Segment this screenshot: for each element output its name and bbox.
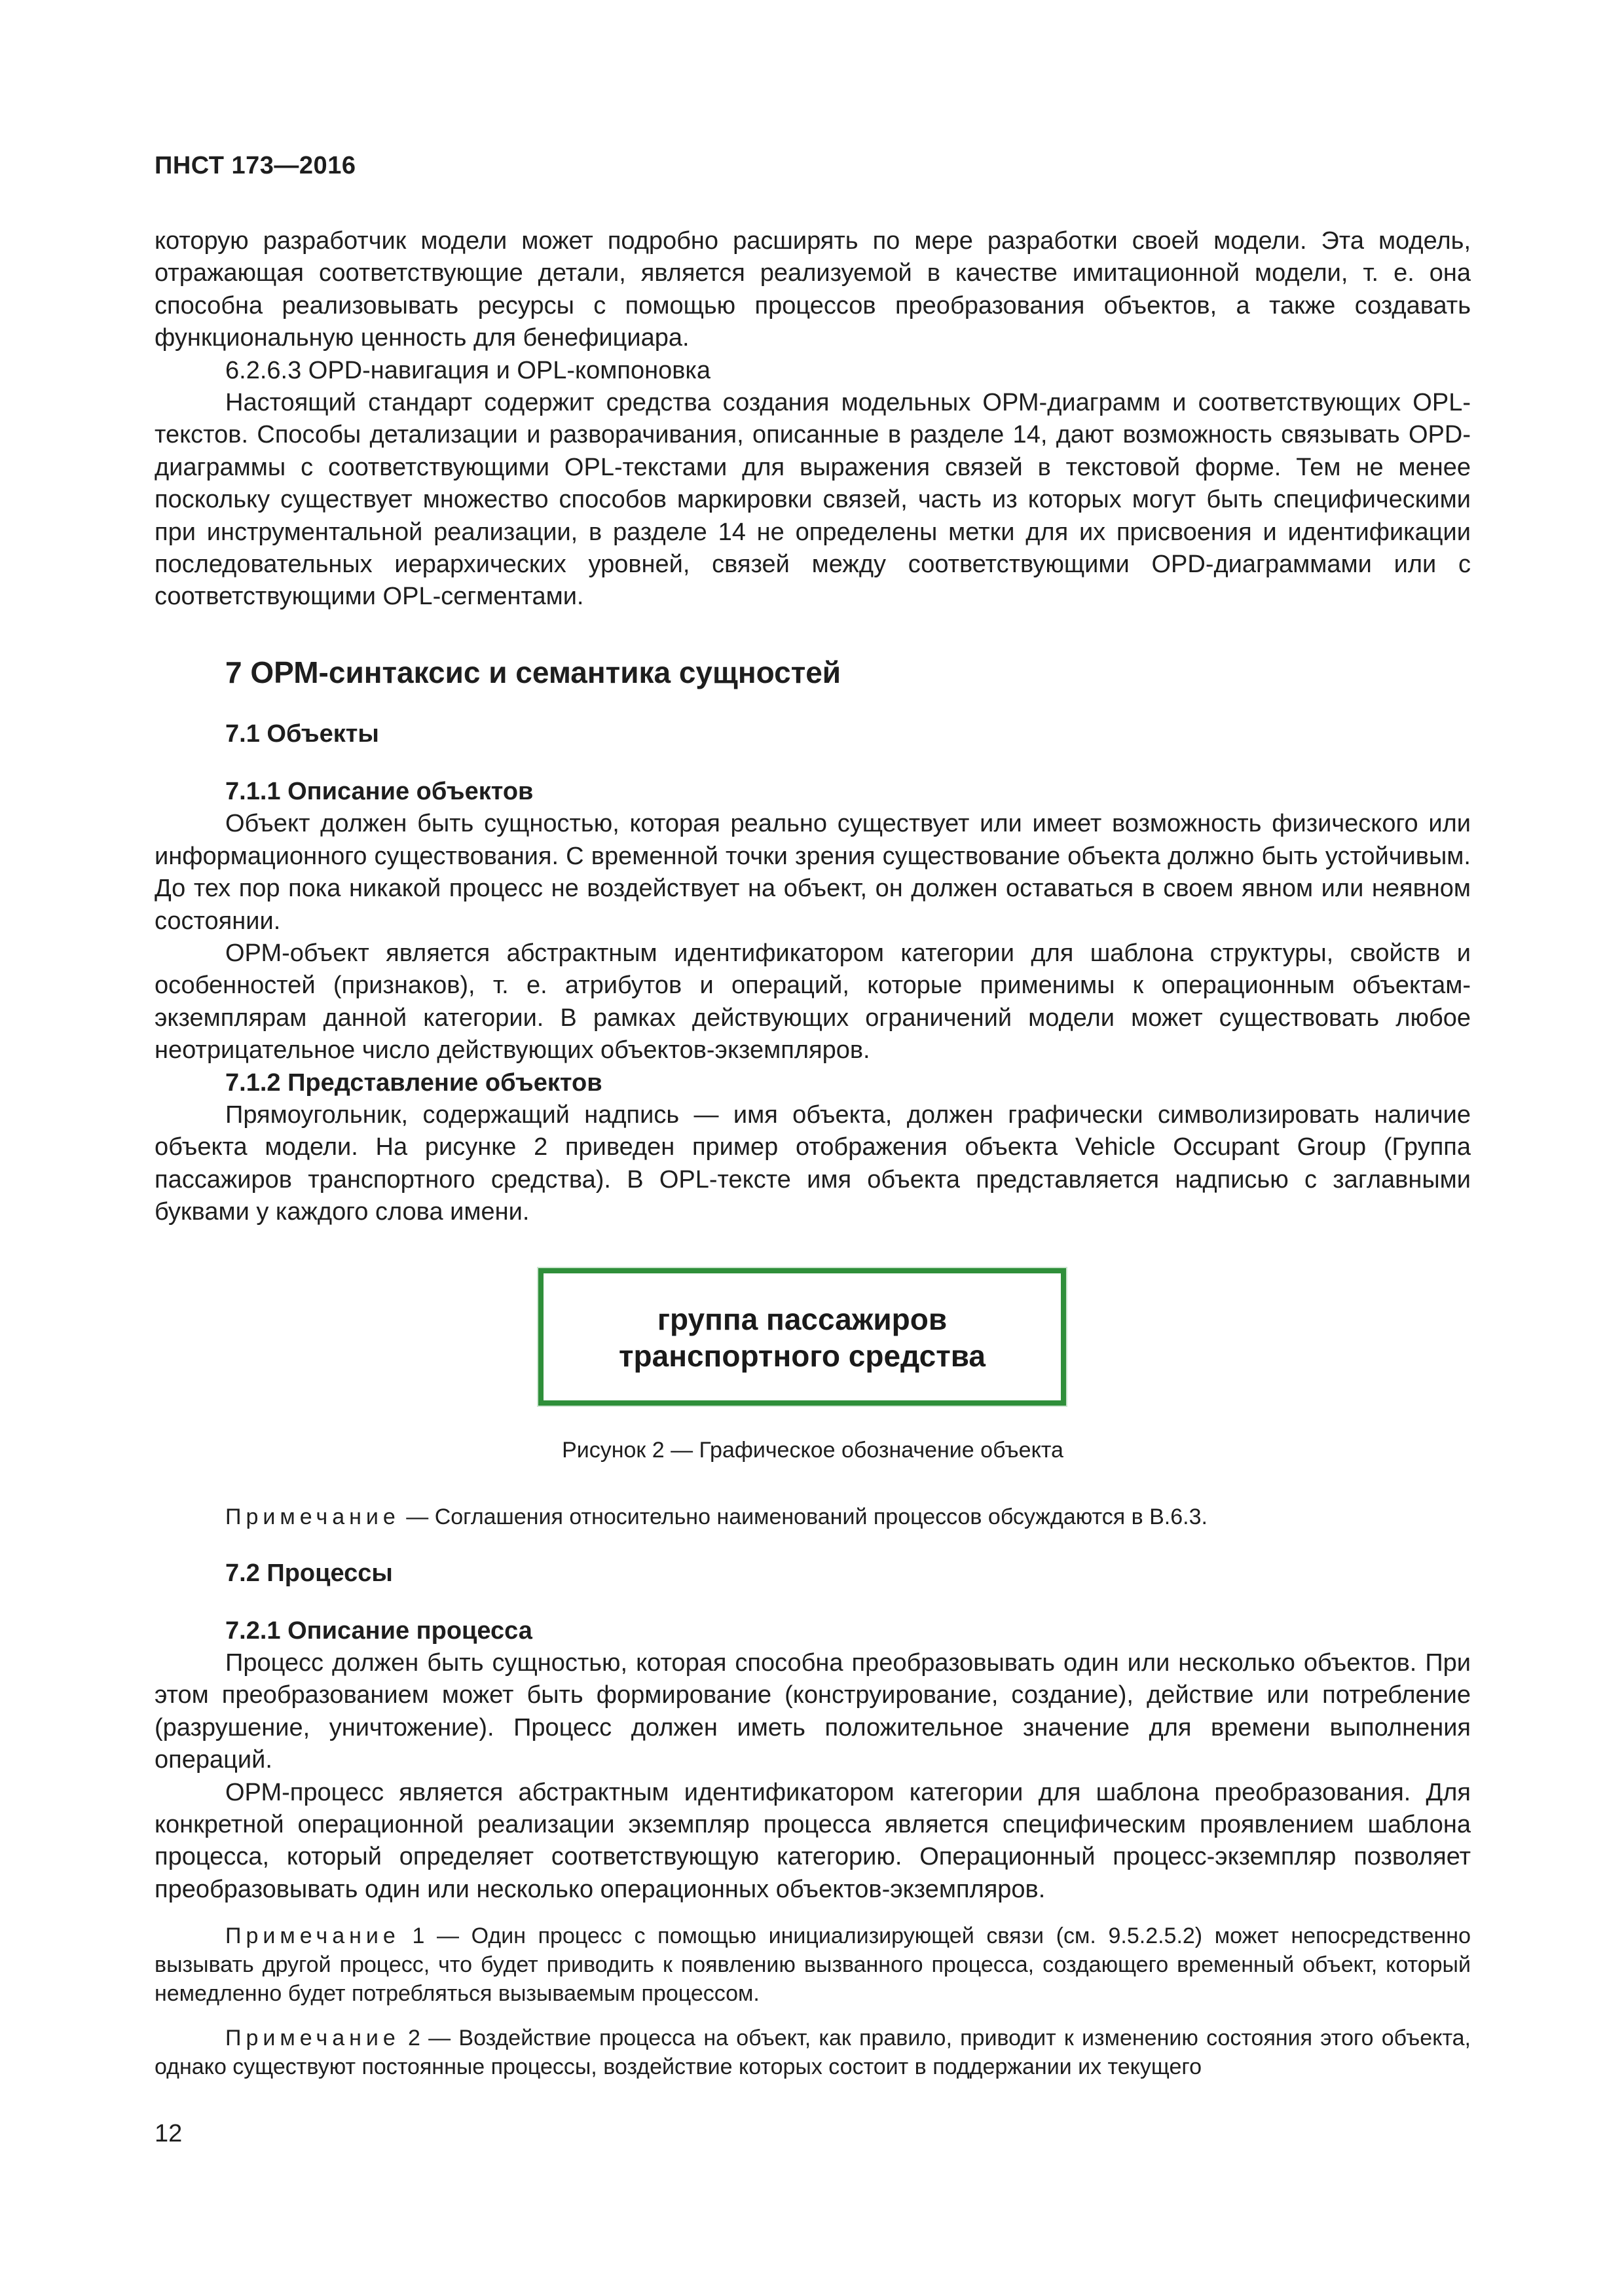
object-label-line-1: группа пассажиров [657,1302,948,1336]
note-1-invocation [155,1922,1471,2008]
clause-title-7-1-2: 7.1.2 Представление объектов [225,1068,602,1097]
subsection-title-7-1: 7.1 Объекты [225,720,379,748]
paragraph-process-description-2: ОРМ-процесс является абстрактным идентификатором категории для шаблона преобразования. Для конкретной операционной реализации экземпляр процесса является специфическим проявлением шаблона процесса, который определяет соответствующую категорию. Операционный процесс-экземпляр позволяет преобразовывать один или несколько операционных объектов-экземпляров. [155,1778,1471,1903]
section-title-7: 7 ОРМ-синтаксис и семантика сущностей [225,655,841,689]
figure-2 [155,1268,1471,1484]
paragraph-continuation: которую разработчик модели может подробно расширять по мере разработки своей модели. Эта модель, отражающая соответствующие детали, является реализуемой в качестве имитационной модели, т. е. она способна реализовывать ресурсы с помощью процессов преобразования объектов, а также создавать функциональную ценность для бенефициара. [155,227,1471,352]
subsection-title-7-2: 7.2 Процессы [225,1559,393,1587]
object-label [544,1301,1061,1374]
clause-heading-6-2-6-3: 6.2.6.3 OPD-навигация и OPL-компоновка [225,356,710,384]
object-label-line-2: транспортного средства [618,1338,986,1373]
document-code: ПНСТ 173—2016 [155,152,356,179]
clause-title-7-1-1: 7.1.1 Описание объектов [225,777,534,805]
paragraph-opd-navigation: Настоящий стандарт содержит средства создания модельных ОРМ-диаграмм и соответствующих OPL-текстов. Способы детализации и разворачивания, описанные в разделе 14, дают возможность связывать OPD-диаграммы с соответствующими OPL-текстами для выражения связей в текстовой форме. Тем не менее поскольку существует множество способов маркировки связей, часть из которых могут быть специфическими при инструментальной реализации, в разделе 14 не определены метки для их присвоения и идентификации последовательных иерархических уровней, связей между соответствующими OPD-диаграммами или с соответствующими OPL-сегментами. [155,389,1471,611]
page-content [155,225,1471,2081]
clause-title-7-2-1: 7.2.1 Описание процесса [225,1616,532,1645]
note-text: — Соглашения относительно наименований процессов обсуждаются в В.6.3. [406,1504,1208,1529]
note-label: Примечание [225,2026,400,2051]
object-rectangle [538,1268,1066,1406]
note-label: Примечание [225,1923,400,1949]
paragraph-object-description-2: ОРМ-объект является абстрактным идентификатором категории для шаблона структуры, свойств и особенностей (признаков), т. е. атрибутов и операций, которые применимы к операционным объектам-экземплярам данной категории. В рамках действующих ограничений модели может существовать любое неотрицательное число действующих объектов-экземпляров. [155,939,1471,1065]
note-text: 2 — Воздействие процесса на объект, как правило, приводит к изменению состояния этого объекта, однако существуют постоянные процессы, воздействие которых состоит в поддержании их текущего [155,2026,1471,2080]
note-label: Примечание [225,1504,400,1529]
figure-caption: Рисунок 2 — Графическое обозначение объекта [562,1437,1063,1463]
paragraph-process-description-1: Процесс должен быть сущностью, которая способна преобразовывать один или несколько объектов. При этом преобразованием может быть формирование (конструирование, создание), действие или потребление (разрушение, уничтожение). Процесс должен иметь положительное значение для времени выполнения операций. [155,1649,1471,1774]
note-text: 1 — Один процесс с помощью инициализирующей связи (см. 9.5.2.5.2) может непосредственно вызывать другой процесс, что будет приводить к появлению вызванного процесса, создающего временный объект, который немедленно будет потребляться вызываемым процессом. [155,1923,1471,2007]
page-number: 12 [155,2120,183,2147]
paragraph-object-description-1: Объект должен быть сущностью, которая реально существует или имеет возможность физического или информационного существования. С временной точки зрения существование объекта должно быть устойчивым. До тех пор пока никакой процесс не воздействует на объект, он должен оставаться в своем явном или неявном состоянии. [155,810,1471,935]
note-naming [155,1503,1471,1531]
note-2-effect [155,2024,1471,2081]
paragraph-object-representation: Прямоугольник, содержащий надпись — имя объекта, должен графически символизировать наличие объекта модели. На рисунке 2 приведен пример отображения объекта Vehicle Occupant Group (Группа пассажиров транспортного средства). В OPL-тексте имя объекта представляется надписью с заглавными буквами у каждого слова имени. [155,1101,1471,1226]
